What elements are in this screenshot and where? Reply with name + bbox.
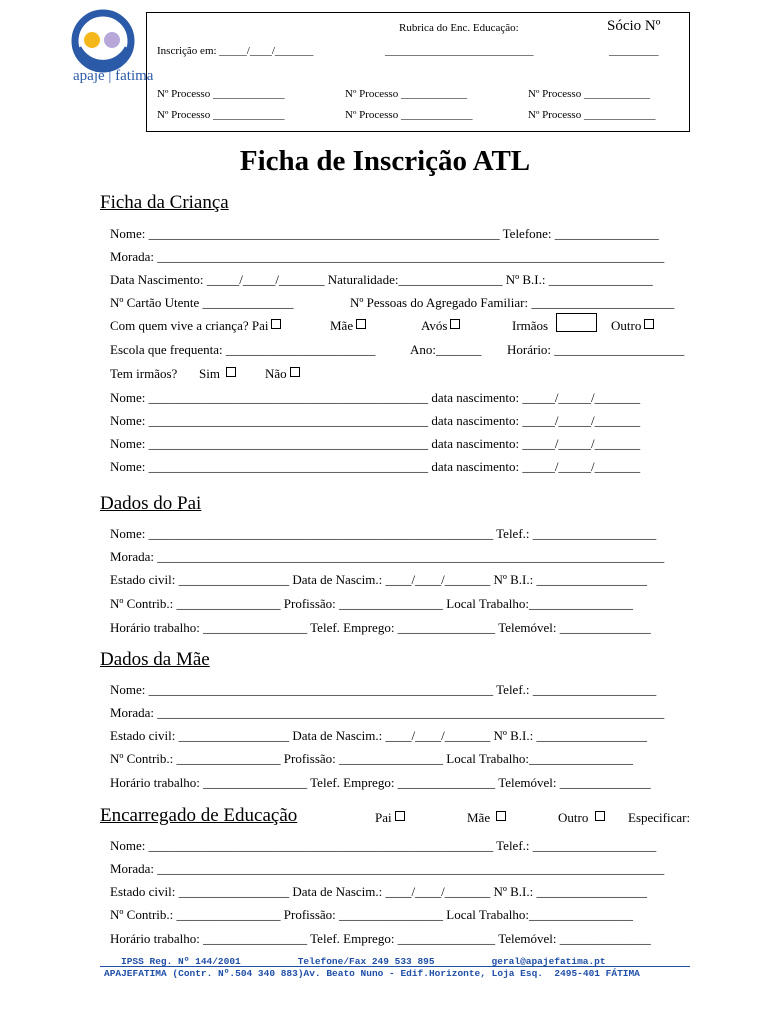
pai-horario-field[interactable]: Horário trabalho: ________________ Telef. Emprego: _______________ Telemóvel: ______________ (110, 620, 651, 635)
processo-field[interactable]: Nº Processo ____________ (528, 88, 650, 100)
section-heading-crianca: Ficha da Criança (100, 192, 229, 213)
pai-estado-field[interactable]: Estado civil: _________________ Data de Nascim.: ____/____/_______ Nº B.I.: _________________ (110, 572, 647, 587)
processo-field[interactable]: Nº Processo _____________ (157, 88, 285, 100)
ano-field[interactable]: Ano:_______ (410, 342, 482, 357)
nao-label: Não (265, 366, 287, 381)
inscricao-field[interactable]: Inscrição em: _____/____/_______ (157, 45, 314, 57)
vive-avos-option[interactable] (421, 318, 460, 334)
enc-mae-option[interactable] (467, 810, 506, 826)
especificar-label: Especificar: (628, 810, 691, 825)
crianca-nascimento-field[interactable]: Data Nascimento: _____/_____/_______ Naturalidade:________________ Nº B.I.: ________________ (110, 272, 653, 287)
apaje-fatima-logo (70, 8, 140, 120)
enc-morada-field[interactable]: Morada: ______________________________________________________________________________ (110, 861, 665, 876)
logo-wordmark: apaje | fatima (73, 68, 154, 84)
rubrica-field[interactable]: ___________________________ (385, 45, 534, 57)
logo-brand: apaje (73, 68, 105, 84)
section-heading-encarregado: Encarregado de Educação (100, 805, 298, 826)
checkbox[interactable] (395, 811, 405, 821)
irmao-row[interactable]: Nome: ___________________________________________ data nascimento: _____/_____/_______ (110, 459, 641, 474)
processo-field[interactable]: Nº Processo _____________ (345, 109, 473, 121)
irmaos-nao-option[interactable] (265, 366, 300, 382)
checkbox[interactable] (644, 319, 654, 329)
page-title: Ficha de Inscrição ATL (239, 145, 531, 177)
footer-address: APAJEFATIMA (Contr. Nº.504 340 883)Av. Beato Nuno - Edif.Horizonte, Loja Esq. 2495-401 FÁTIMA (104, 968, 640, 979)
checkbox[interactable] (496, 811, 506, 821)
socio-label: Sócio Nº (607, 18, 661, 34)
mae-nome-field[interactable]: Nome: _____________________________________________________ Telef.: ___________________ (110, 682, 657, 697)
vive-pai-option[interactable] (110, 318, 281, 334)
irmao-row[interactable]: Nome: ___________________________________________ data nascimento: _____/_____/_______ (110, 436, 641, 451)
enc-estado-field[interactable]: Estado civil: _________________ Data de Nascim.: ____/____/_______ Nº B.I.: _________________ (110, 884, 647, 899)
irmao-row[interactable]: Nome: ___________________________________________ data nascimento: _____/_____/_______ (110, 413, 641, 428)
enc-nome-field[interactable]: Nome: _____________________________________________________ Telef.: ___________________ (110, 838, 657, 853)
socio-field[interactable]: _________ (609, 45, 659, 57)
agregado-field[interactable]: Nº Pessoas do Agregado Familiar: ______________________ (350, 295, 675, 310)
mae-horario-field[interactable]: Horário trabalho: ________________ Telef. Emprego: _______________ Telemóvel: ______________ (110, 775, 651, 790)
enc-contrib-field[interactable]: Nº Contrib.: ________________ Profissão: ________________ Local Trabalho:________________ (110, 907, 633, 922)
horario-field[interactable]: Horário: ____________________ (507, 342, 685, 357)
processo-field[interactable]: Nº Processo _____________ (157, 109, 285, 121)
mae-contrib-field[interactable]: Nº Contrib.: ________________ Profissão: ________________ Local Trabalho:________________ (110, 751, 633, 766)
sim-label: Sim (199, 366, 220, 381)
pai-morada-field[interactable]: Morada: ______________________________________________________________________________ (110, 549, 665, 564)
escola-field[interactable]: Escola que frequenta: _______________________ (110, 342, 376, 357)
vive-mae-option[interactable] (330, 318, 366, 334)
vive-outro-option[interactable] (611, 318, 654, 334)
outro-label: Outro (611, 318, 642, 333)
footer-contact: IPSS Reg. Nº 144/2001 Telefone/Fax 249 533 895 geral@apajefatima.pt (121, 956, 606, 967)
checkbox[interactable] (595, 811, 605, 821)
pai-label: Pai (375, 810, 392, 825)
tem-irmaos-label: Tem irmãos? (110, 366, 178, 381)
irmao-row[interactable]: Nome: ___________________________________________ data nascimento: _____/_____/_______ (110, 390, 641, 405)
crianca-nome-field[interactable]: Nome: ______________________________________________________ Telefone: ________________ (110, 226, 659, 241)
irmaos-sim-option[interactable] (199, 366, 236, 382)
checkbox[interactable] (356, 319, 366, 329)
cartao-utente-field[interactable]: Nº Cartão Utente ______________ (110, 295, 294, 310)
irmaos-checkbox[interactable] (556, 313, 597, 332)
rubrica-label: Rubrica do Enc. Educação: (399, 22, 519, 34)
pai-nome-field[interactable]: Nome: _____________________________________________________ Telef.: ___________________ (110, 526, 657, 541)
enc-outro-option[interactable] (558, 810, 605, 826)
crianca-morada-field[interactable]: Morada: ______________________________________________________________________________ (110, 249, 665, 264)
processo-field[interactable]: Nº Processo _____________ (528, 109, 656, 121)
processo-field[interactable]: Nº Processo ____________ (345, 88, 467, 100)
checkbox[interactable] (226, 367, 236, 377)
checkbox[interactable] (290, 367, 300, 377)
mae-label: Mãe (467, 810, 491, 825)
enc-horario-field[interactable]: Horário trabalho: ________________ Telef. Emprego: _______________ Telemóvel: ______________ (110, 931, 651, 946)
pai-contrib-field[interactable]: Nº Contrib.: ________________ Profissão: ________________ Local Trabalho:________________ (110, 596, 633, 611)
vive-label: Com quem vive a criança? Pai (110, 318, 269, 333)
checkbox[interactable] (450, 319, 460, 329)
mae-morada-field[interactable]: Morada: ______________________________________________________________________________ (110, 705, 665, 720)
logo-place: fatima (115, 68, 154, 84)
footer-divider (100, 966, 690, 967)
mae-estado-field[interactable]: Estado civil: _________________ Data de Nascim.: ____/____/_______ Nº B.I.: _________________ (110, 728, 647, 743)
enc-pai-option[interactable] (375, 810, 405, 826)
checkbox[interactable] (271, 319, 281, 329)
vive-irmaos-label: Irmãos (512, 318, 549, 333)
section-heading-mae: Dados da Mãe (100, 649, 210, 670)
outro-label: Outro (558, 810, 589, 825)
mae-label: Mãe (330, 318, 354, 333)
section-heading-pai: Dados do Pai (100, 493, 202, 514)
avos-label: Avós (421, 318, 448, 333)
